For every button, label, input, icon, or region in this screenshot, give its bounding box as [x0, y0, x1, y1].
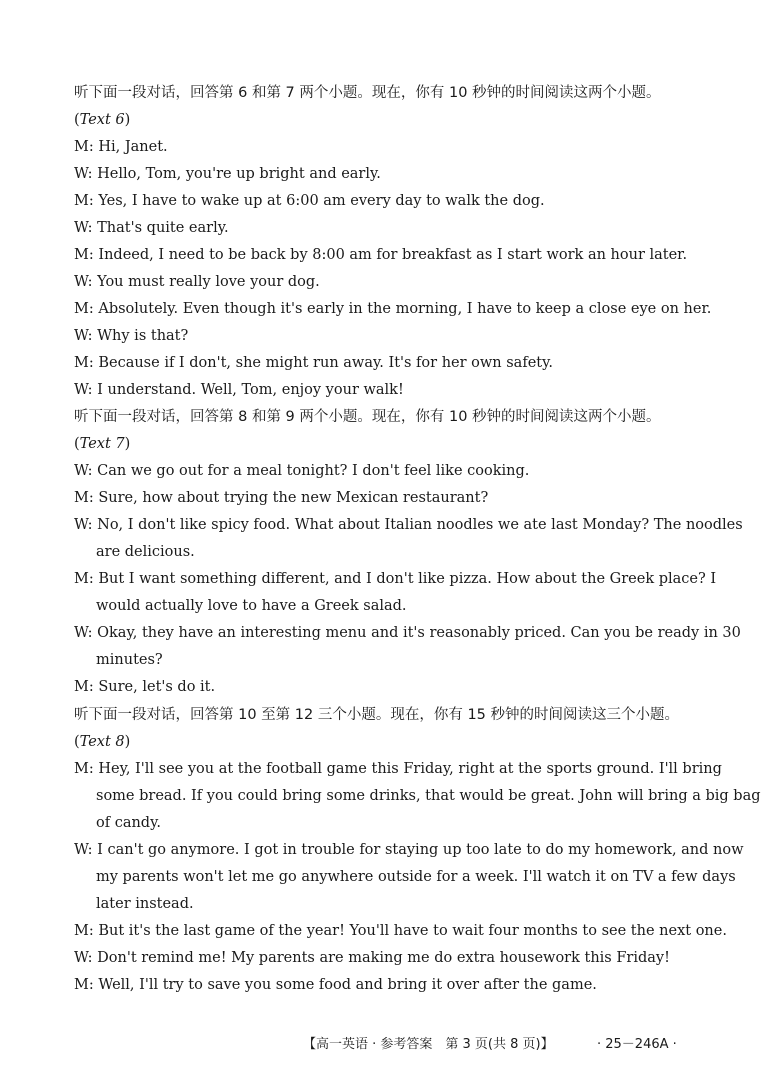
dialogue-line: W: No, I don't like spicy food. What about Italian noodles we ate last Monday? The noodles — [74, 517, 743, 533]
dialogue-line: W: Okay, they have an interesting menu and it's reasonably priced. Can you be ready in 30 — [74, 625, 741, 641]
section-6-label: (Text 6) — [74, 112, 131, 128]
dialogue-line: M: Because if I don't, she might run away. It's for her own safety. — [74, 355, 553, 371]
dialogue-line: M: Hey, I'll see you at the football game this Friday, right at the sports ground. I'll bring — [74, 761, 722, 777]
section-6-instruction: 听下面一段对话，回答第 6 和第 7 两个小题。现在，你有 10 秒钟的时间阅读这两个小题。 — [74, 85, 661, 101]
dialogue-line: M: Absolutely. Even though it's early in the morning, I have to keep a close eye on her. — [74, 301, 712, 317]
dialogue-line-continued: my parents won't let me go anywhere outside for a week. I'll watch it on TV a few days — [96, 869, 736, 885]
dialogue-line-continued: some bread. If you could bring some drinks, that would be great. John will bring a big bag — [96, 788, 761, 804]
dialogue-line: M: But I want something different, and I don't like pizza. How about the Greek place? I — [74, 571, 717, 587]
dialogue-line: W: I can't go anymore. I got in trouble for staying up too late to do my homework, and now — [74, 842, 744, 858]
dialogue-line: W: Don't remind me! My parents are making me do extra housework this Friday! — [74, 950, 670, 966]
dialogue-line: W: Can we go out for a meal tonight? I don't feel like cooking. — [74, 463, 530, 479]
section-8-label: (Text 8) — [74, 734, 131, 750]
footer-code: · 25－246A · — [597, 1037, 677, 1052]
dialogue-line: M: Indeed, I need to be back by 8:00 am for breakfast as I start work an hour later. — [74, 247, 688, 263]
section-8-instruction: 听下面一段对话，回答第 10 至第 12 三个小题。现在，你有 15 秒钟的时间阅读这三个小题。 — [74, 707, 680, 723]
dialogue-line: M: Sure, how about trying the new Mexican restaurant? — [74, 490, 489, 506]
dialogue-line: W: I understand. Well, Tom, enjoy your walk! — [74, 382, 404, 398]
footer-page-info: 【高一英语 · 参考答案 第 3 页(共 8 页)】 — [303, 1037, 554, 1052]
dialogue-line-continued: minutes? — [96, 652, 163, 668]
dialogue-line: W: You must really love your dog. — [74, 274, 320, 290]
dialogue-line-continued: of candy. — [96, 815, 161, 831]
dialogue-line-continued: would actually love to have a Greek salad. — [96, 598, 407, 614]
section-7-label: (Text 7) — [74, 436, 131, 452]
section-6-label-text: Text 6 — [79, 112, 125, 128]
dialogue-line: M: Well, I'll try to save you some food and bring it over after the game. — [74, 977, 597, 993]
dialogue-line: M: Hi, Janet. — [74, 139, 168, 155]
dialogue-line: M: Sure, let's do it. — [74, 679, 216, 695]
section-7-instruction: 听下面一段对话，回答第 8 和第 9 两个小题。现在，你有 10 秒钟的时间阅读这两个小题。 — [74, 409, 661, 425]
section-8-label-text: Text 8 — [79, 734, 125, 750]
dialogue-line-continued: later instead. — [96, 896, 194, 912]
dialogue-line: M: Yes, I have to wake up at 6:00 am every day to walk the dog. — [74, 193, 545, 209]
dialogue-line: M: But it's the last game of the year! You'll have to wait four months to see the next one. — [74, 923, 727, 939]
section-7-label-text: Text 7 — [79, 436, 125, 452]
dialogue-line: W: Hello, Tom, you're up bright and early. — [74, 166, 381, 182]
dialogue-line: W: Why is that? — [74, 328, 189, 344]
dialogue-line: W: That's quite early. — [74, 220, 229, 236]
dialogue-line-continued: are delicious. — [96, 544, 195, 560]
